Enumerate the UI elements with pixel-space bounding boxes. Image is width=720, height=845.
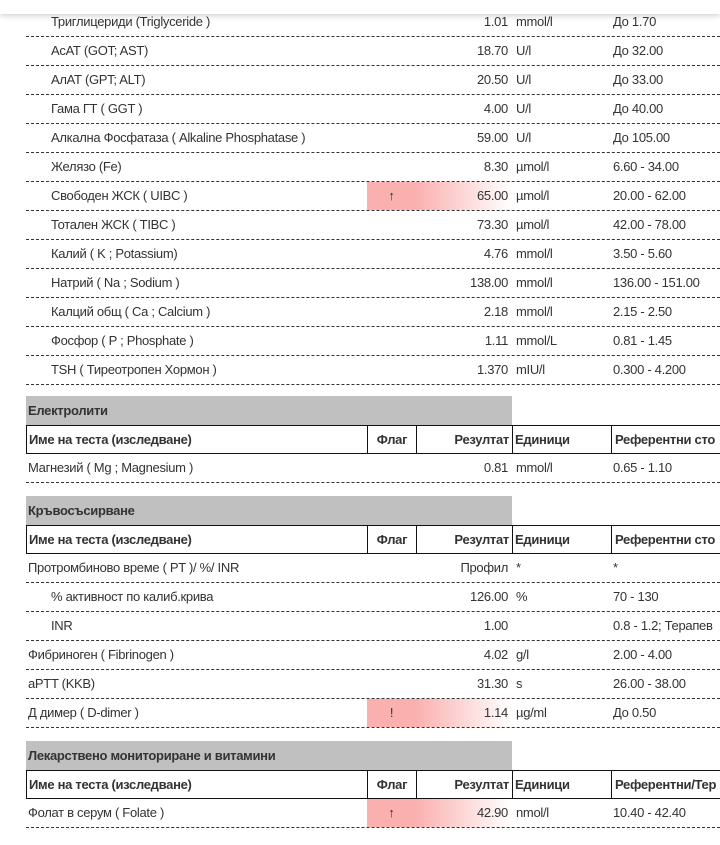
table-row <box>26 799 720 828</box>
reference-range: 136.00 - 151.00 <box>613 275 700 290</box>
test-name: Натрий ( Na ; Sodium ) <box>51 275 180 290</box>
test-name: Желязо (Fe) <box>51 159 122 174</box>
table-row <box>26 327 720 356</box>
result-value: 31.30 <box>476 676 508 691</box>
header-ref: Референтни/Тер <box>611 771 720 799</box>
reference-range: 10.40 - 42.40 <box>613 805 686 820</box>
test-name: АлАТ (GPT; ALT) <box>51 72 146 87</box>
table-row <box>26 554 720 583</box>
result-value: 20.50 <box>476 72 508 87</box>
unit: mmol/L <box>516 333 557 348</box>
flag-indicator <box>367 298 416 326</box>
test-name: Тотален ЖСК ( TIBC ) <box>51 217 176 232</box>
result-value: 138.00 <box>470 275 508 290</box>
section-title: Кръвосъсирване <box>26 496 512 525</box>
test-name: АсАТ (GOT; AST) <box>51 43 149 58</box>
flag-indicator <box>367 269 416 297</box>
test-name: Алкална Фосфатаза ( Alkaline Phosphatase ) <box>51 130 306 145</box>
unit <box>514 612 611 640</box>
result-value: 2.18 <box>483 304 508 319</box>
test-name: TSH ( Тиреотропен Хормон ) <box>51 362 217 377</box>
result-value: 4.02 <box>483 647 508 662</box>
result-value: 4.00 <box>483 101 508 116</box>
reference-range: 70 - 130 <box>613 589 659 604</box>
header-unit: Единици <box>512 426 611 454</box>
flag-indicator <box>367 124 416 152</box>
flag-indicator <box>367 153 416 181</box>
flag-indicator <box>367 240 416 268</box>
result-value: 1.14 <box>416 699 512 727</box>
reference-range: До 32.00 <box>613 43 663 58</box>
reference-range: До 40.00 <box>613 101 663 116</box>
unit: s <box>516 676 523 691</box>
result-value: 4.76 <box>483 246 508 261</box>
reference-range: 0.8 - 1.2; Терапев <box>613 618 713 633</box>
test-name: Магнезий ( Mg ; Magnesium ) <box>28 460 194 475</box>
unit: mmol/l <box>516 14 553 29</box>
table-row <box>26 298 720 327</box>
result-value: 126.00 <box>470 589 508 604</box>
header-unit: Единици <box>512 771 611 799</box>
unit: mmol/l <box>516 460 553 475</box>
unit: U/l <box>516 101 531 116</box>
unit: * <box>516 560 521 575</box>
test-name: INR <box>51 618 73 633</box>
flag-indicator <box>367 211 416 239</box>
header-unit: Единици <box>512 526 611 554</box>
flag-indicator: ↑ <box>367 182 416 210</box>
reference-range: 0.300 - 4.200 <box>613 362 686 377</box>
table-row <box>26 211 720 240</box>
flag-indicator <box>367 583 416 611</box>
flag-indicator: ↑ <box>367 799 416 827</box>
header-name: Име на теста (изследване) <box>26 426 367 454</box>
flag-indicator <box>367 670 416 698</box>
reference-range: 0.65 - 1.10 <box>613 460 672 475</box>
reference-range: 20.00 - 62.00 <box>613 188 686 203</box>
result-value: 1.370 <box>476 362 508 377</box>
unit: U/l <box>516 43 531 58</box>
flag-indicator <box>367 454 416 482</box>
reference-range: 2.00 - 4.00 <box>613 647 672 662</box>
section-0 <box>26 8 720 385</box>
flag-indicator <box>367 356 416 384</box>
flag-indicator: ! <box>367 699 416 727</box>
unit: µg/ml <box>516 705 547 720</box>
unit: U/l <box>516 130 531 145</box>
flag-indicator <box>367 95 416 123</box>
header-result: Резултат <box>416 426 512 454</box>
unit: mIU/l <box>516 362 545 377</box>
header-name: Име на теста (изследване) <box>26 526 367 554</box>
result-value: 18.70 <box>476 43 508 58</box>
flag-indicator <box>367 554 416 582</box>
table-row <box>26 182 720 211</box>
unit: µmol/l <box>516 188 550 203</box>
table-row <box>26 66 720 95</box>
result-value: Профил <box>460 560 508 575</box>
section-title: Лекарствено мониториране и витамини <box>26 741 512 770</box>
lab-results-report <box>26 8 720 828</box>
section-1 <box>26 396 720 483</box>
reference-range: 0.81 - 1.45 <box>613 333 672 348</box>
reference-range: 26.00 - 38.00 <box>613 676 686 691</box>
result-value: 8.30 <box>483 159 508 174</box>
table-row <box>26 37 720 66</box>
test-name: Свободен ЖСК ( UIBC ) <box>51 188 188 203</box>
test-name: % активност по калиб.крива <box>51 589 214 604</box>
table-row <box>26 670 720 699</box>
result-value: 1.11 <box>484 333 508 348</box>
result-value: 1.00 <box>483 618 508 633</box>
table-row <box>26 612 720 641</box>
table-header <box>26 425 720 454</box>
reference-range: 2.15 - 2.50 <box>613 304 672 319</box>
flag-indicator <box>367 641 416 669</box>
test-name: aPTT (KKB) <box>28 676 95 691</box>
result-value: 1.01 <box>483 14 508 29</box>
unit: nmol/l <box>516 805 549 820</box>
section-3 <box>26 741 720 828</box>
header-ref: Референтни сто <box>611 526 720 554</box>
result-value: 42.90 <box>416 799 512 827</box>
reference-range: * <box>613 560 618 575</box>
header-flag: Флаг <box>367 526 416 554</box>
unit: mmol/l <box>516 304 553 319</box>
test-name: Д димер ( D-dimer ) <box>28 705 139 720</box>
header-result: Резултат <box>416 771 512 799</box>
test-name: Фибриноген ( Fibrinogen ) <box>28 647 174 662</box>
flag-indicator <box>367 37 416 65</box>
table-row <box>26 583 720 612</box>
section-title: Електролити <box>26 396 512 425</box>
reference-range: До 33.00 <box>613 72 663 87</box>
flag-indicator <box>367 612 416 640</box>
unit: g/l <box>516 647 529 662</box>
table-header <box>26 525 720 554</box>
unit: µmol/l <box>516 217 550 232</box>
table-row <box>26 240 720 269</box>
unit: µmol/l <box>516 159 550 174</box>
header-flag: Флаг <box>367 426 416 454</box>
top-bar <box>0 0 720 14</box>
test-name: Фосфор ( P ; Phosphate ) <box>51 333 194 348</box>
test-name: Фолат в серум ( Folate ) <box>28 805 164 820</box>
table-row <box>26 95 720 124</box>
test-name: Калций общ ( Ca ; Calcium ) <box>51 304 211 319</box>
unit: % <box>516 589 528 604</box>
result-value: 65.00 <box>416 182 512 210</box>
result-value: 0.81 <box>483 460 508 475</box>
result-value: 73.30 <box>476 217 508 232</box>
unit: mmol/l <box>516 275 553 290</box>
table-row <box>26 641 720 670</box>
test-name: Протромбиново време ( PT )/ %/ INR <box>28 560 240 575</box>
table-row <box>26 153 720 182</box>
reference-range: 3.50 - 5.60 <box>613 246 672 261</box>
section-2 <box>26 496 720 728</box>
unit: U/l <box>516 72 531 87</box>
test-name: Калий ( K ; Potassium) <box>51 246 178 261</box>
result-value: 59.00 <box>476 130 508 145</box>
table-row <box>26 269 720 298</box>
flag-indicator <box>367 327 416 355</box>
header-result: Резултат <box>416 526 512 554</box>
reference-range: До 1.70 <box>613 14 656 29</box>
header-flag: Флаг <box>367 771 416 799</box>
reference-range: 6.60 - 34.00 <box>613 159 679 174</box>
table-header <box>26 770 720 799</box>
flag-indicator <box>367 66 416 94</box>
header-name: Име на теста (изследване) <box>26 771 367 799</box>
table-row <box>26 124 720 153</box>
table-row <box>26 454 720 483</box>
reference-range: 42.00 - 78.00 <box>613 217 686 232</box>
unit: mmol/l <box>516 246 553 261</box>
table-row <box>26 356 720 385</box>
reference-range: До 105.00 <box>613 130 670 145</box>
table-row <box>26 699 720 728</box>
test-name: Триглицериди (Triglyceride ) <box>51 14 211 29</box>
test-name: Гама ГТ ( GGT ) <box>51 101 143 116</box>
header-ref: Референтни сто <box>611 426 720 454</box>
reference-range: До 0.50 <box>613 705 656 720</box>
